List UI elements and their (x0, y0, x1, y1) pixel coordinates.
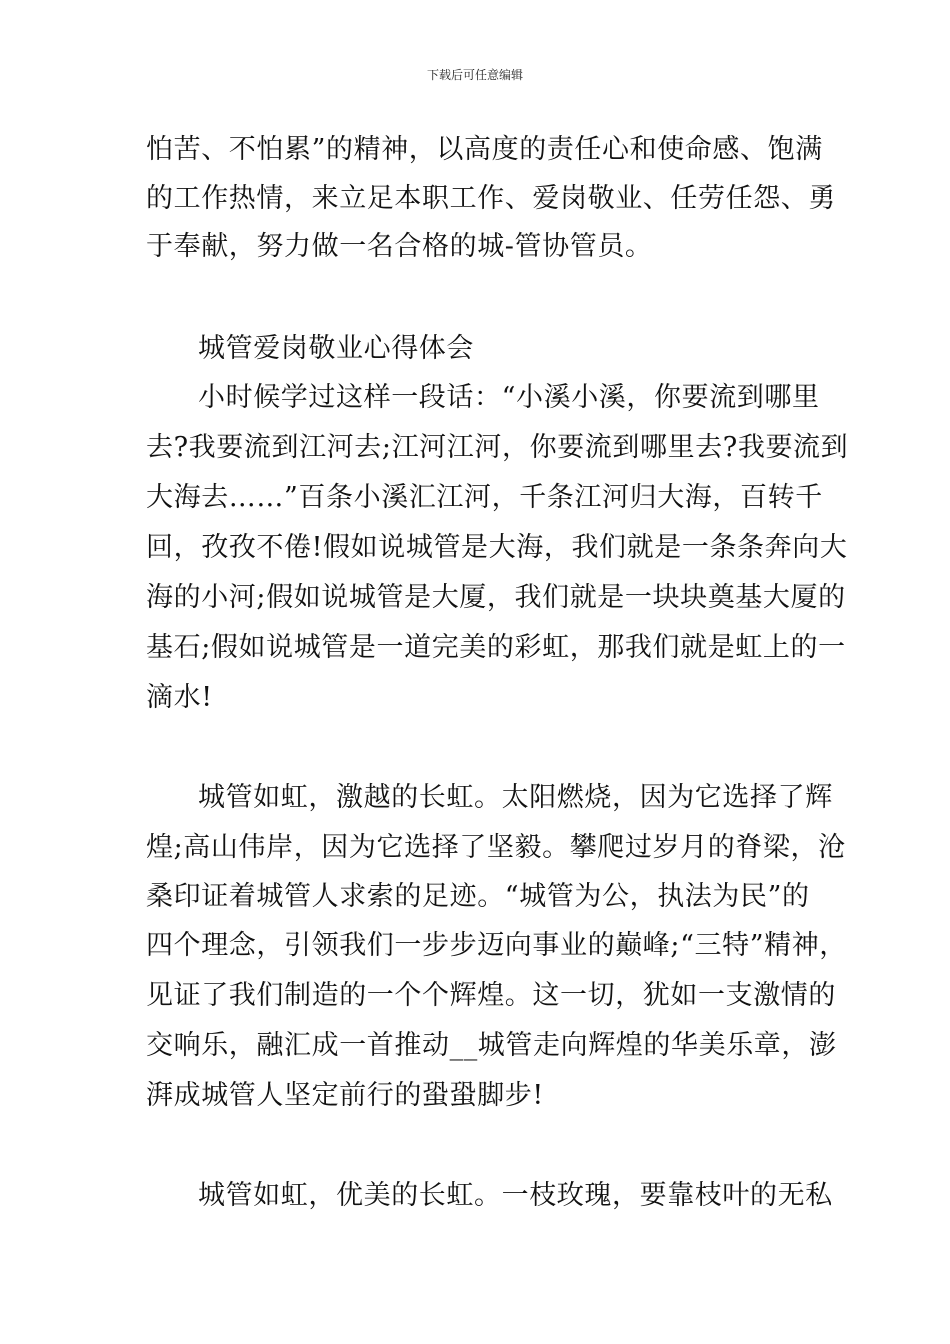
paragraph-line: 海的小河;假如说城管是大厦，我们就是一块块奠基大厦的 (146, 582, 846, 613)
paragraph-line: 湃成城管人坚定前行的蛩蛩脚步! (146, 1080, 544, 1111)
paragraph-line: 滴水! (146, 682, 213, 713)
paragraph-line: 煌;高山伟岸，因为它选择了坚毅。攀爬过岁月的脊梁，沧 (146, 832, 846, 863)
page-header: 下载后可任意编辑 (426, 68, 523, 82)
paragraph-line: 桑印证着城管人求索的足迹。“城管为公，执法为民”的 (146, 881, 810, 912)
paragraph-line: 回，孜孜不倦!假如说城管是大海，我们就是一条条奔向大 (146, 532, 848, 563)
paragraph-line: 怕苦、不怕累”的精神，以高度的责任心和使命感、饱满 (146, 134, 823, 165)
paragraph-line: 去?我要流到江河去;江河江河，你要流到哪里去?我要流到 (146, 432, 849, 463)
paragraph-line: 基石;假如说城管是一道完美的彩虹，那我们就是虹上的一 (146, 632, 846, 663)
paragraph-line: 交响乐，融汇成一首推动__城管走向辉煌的华美乐章，澎 (146, 1030, 837, 1061)
paragraph-line: 的工作热情，来立足本职工作、爱岗敬业、任劳任怨、勇 (146, 183, 836, 214)
paragraph-line: 城管如虹，激越的长虹。太阳燃烧，因为它选择了辉 (198, 782, 833, 813)
paragraph-line: 城管如虹，优美的长虹。一枝玫瑰，要靠枝叶的无私 (198, 1180, 833, 1211)
paragraph-line: 四个理念，引领我们一步步迈向事业的巅峰;“三特”精神， (146, 930, 847, 961)
paragraph-line: 小时候学过这样一段话：“小溪小溪，你要流到哪里 (198, 382, 820, 413)
paragraph-line: 见证了我们制造的一个个辉煌。这一切，犹如一支激情的 (146, 980, 836, 1011)
paragraph-line: 大海去……”百条小溪汇江河，千条江河归大海，百转千 (146, 482, 823, 513)
paragraph-line: 于奉献，努力做一名合格的城-管协管员。 (146, 231, 653, 262)
section-heading: 城管爱岗敬业心得体会 (198, 333, 474, 364)
